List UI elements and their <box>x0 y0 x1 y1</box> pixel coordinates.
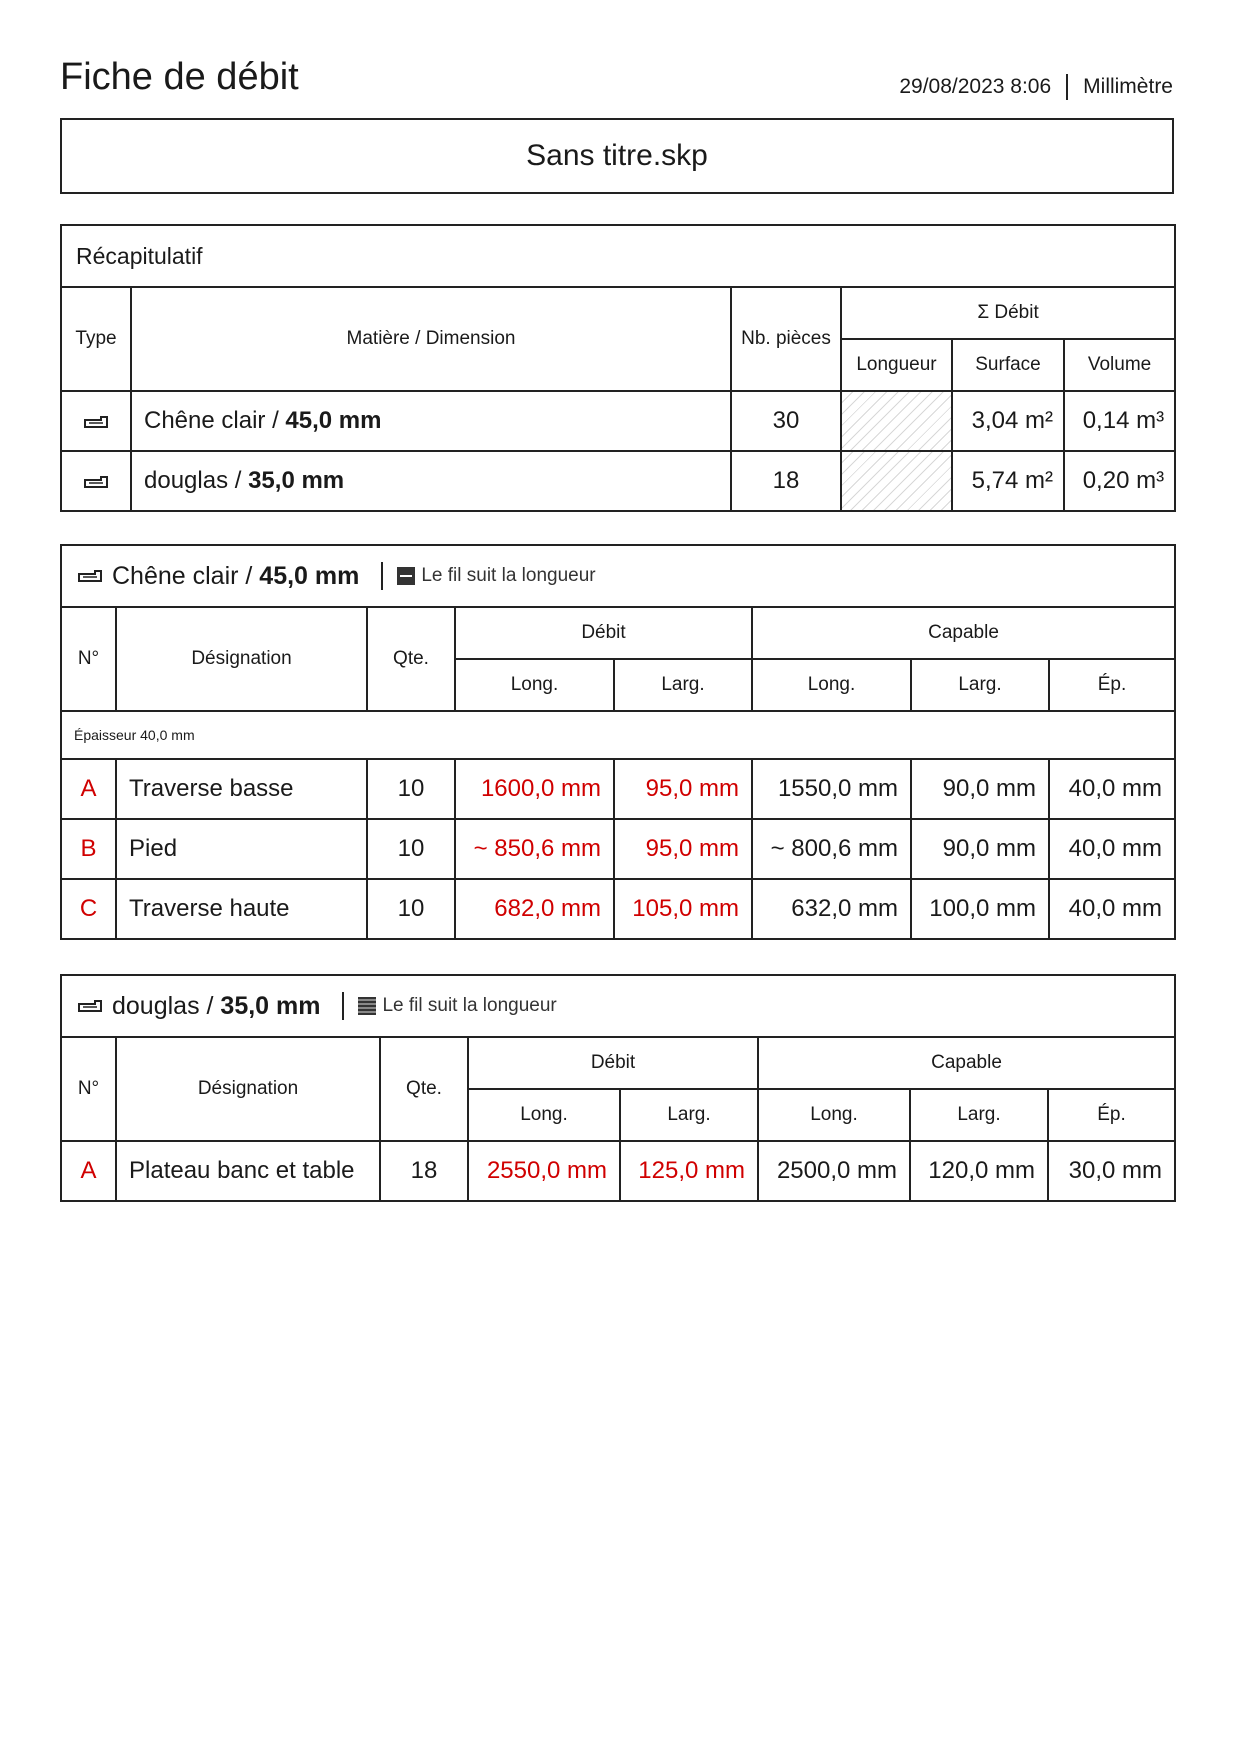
col-volume: Volume <box>1064 339 1175 391</box>
col-sum-debit: Σ Débit <box>841 287 1175 339</box>
capable-larg: 100,0 mm <box>911 879 1049 939</box>
col-capable-ep: Ép. <box>1049 659 1175 711</box>
capable-long: 632,0 mm <box>752 879 911 939</box>
table-row <box>61 1141 1175 1201</box>
col-debit-larg: Larg. <box>620 1089 758 1141</box>
part-label: A <box>61 1141 116 1201</box>
wood-board-icon <box>61 391 131 451</box>
recap-material: douglas / 35,0 mm <box>131 451 731 511</box>
debit-long: 1600,0 mm <box>455 759 614 819</box>
col-debit: Débit <box>468 1037 758 1089</box>
col-capable: Capable <box>752 607 1175 659</box>
col-surface: Surface <box>952 339 1064 391</box>
col-debit: Débit <box>455 607 752 659</box>
capable-larg: 120,0 mm <box>910 1141 1048 1201</box>
debit-larg: 95,0 mm <box>614 759 752 819</box>
debit-larg: 125,0 mm <box>620 1141 758 1201</box>
material-group-table <box>60 974 1176 1202</box>
page-title: Fiche de débit <box>60 56 299 98</box>
recap-length-empty <box>841 391 952 451</box>
caption-divider <box>342 992 344 1020</box>
capable-larg: 90,0 mm <box>911 819 1049 879</box>
page-header <box>60 56 1173 106</box>
part-name: Traverse haute <box>116 879 367 939</box>
recap-volume: 0,14 m³ <box>1064 391 1175 451</box>
file-name: Sans titre.skp <box>526 139 708 172</box>
wood-board-icon <box>76 998 104 1014</box>
col-capable: Capable <box>758 1037 1175 1089</box>
table-row <box>61 819 1175 879</box>
col-no: N° <box>61 607 116 711</box>
recap-row <box>61 451 1175 511</box>
table-row <box>61 759 1175 819</box>
unit-label: Millimètre <box>1083 75 1173 98</box>
recap-surface: 5,74 m² <box>952 451 1064 511</box>
part-qty: 10 <box>367 759 455 819</box>
col-capable-larg: Larg. <box>911 659 1049 711</box>
capable-larg: 90,0 mm <box>911 759 1049 819</box>
capable-long: ~ 800,6 mm <box>752 819 911 879</box>
col-qty: Qte. <box>380 1037 468 1141</box>
grain-label: Le fil suit la longueur <box>382 995 557 1016</box>
col-capable-larg: Larg. <box>910 1089 1048 1141</box>
col-no: N° <box>61 1037 116 1141</box>
capable-long: 1550,0 mm <box>752 759 911 819</box>
part-label: B <box>61 819 116 879</box>
group-material: Chêne clair / 45,0 mm <box>112 561 360 590</box>
col-capable-long: Long. <box>758 1089 910 1141</box>
grain-along-length-icon <box>397 567 415 585</box>
col-qty: Qte. <box>367 607 455 711</box>
part-name: Pied <box>116 819 367 879</box>
wood-board-icon <box>76 568 104 584</box>
col-capable-long: Long. <box>752 659 911 711</box>
recap-material: Chêne clair / 45,0 mm <box>131 391 731 451</box>
part-name: Plateau banc et table <box>116 1141 380 1201</box>
capable-ep: 30,0 mm <box>1048 1141 1175 1201</box>
caption-divider <box>381 562 383 590</box>
col-designation: Désignation <box>116 607 367 711</box>
grain-label: Le fil suit la longueur <box>421 565 596 586</box>
group-caption <box>61 545 1175 607</box>
part-qty: 10 <box>367 819 455 879</box>
recap-row <box>61 391 1175 451</box>
part-qty: 10 <box>367 879 455 939</box>
col-pieces: Nb. pièces <box>731 287 841 391</box>
recap-caption: Récapitulatif <box>61 225 1175 287</box>
capable-ep: 40,0 mm <box>1049 759 1175 819</box>
col-debit-long: Long. <box>455 659 614 711</box>
capable-ep: 40,0 mm <box>1049 879 1175 939</box>
debit-long: ~ 850,6 mm <box>455 819 614 879</box>
debit-larg: 105,0 mm <box>614 879 752 939</box>
meta-divider <box>1066 74 1068 100</box>
group-material: douglas / 35,0 mm <box>112 991 321 1020</box>
part-label: C <box>61 879 116 939</box>
col-material: Matière / Dimension <box>131 287 731 391</box>
col-capable-ep: Ép. <box>1048 1089 1175 1141</box>
wood-board-icon <box>61 451 131 511</box>
thickness-label: Épaisseur 40,0 mm <box>61 711 1175 759</box>
col-length: Longueur <box>841 339 952 391</box>
recap-pieces: 30 <box>731 391 841 451</box>
report-datetime: 29/08/2023 8:06 <box>899 75 1052 98</box>
grain-lines-icon <box>358 997 376 1015</box>
col-debit-larg: Larg. <box>614 659 752 711</box>
recap-table <box>60 224 1176 512</box>
part-name: Traverse basse <box>116 759 367 819</box>
header-meta <box>899 74 1173 100</box>
recap-pieces: 18 <box>731 451 841 511</box>
table-row <box>61 879 1175 939</box>
capable-long: 2500,0 mm <box>758 1141 910 1201</box>
debit-long: 682,0 mm <box>455 879 614 939</box>
capable-ep: 40,0 mm <box>1049 819 1175 879</box>
debit-larg: 95,0 mm <box>614 819 752 879</box>
file-name-box <box>60 118 1174 194</box>
debit-long: 2550,0 mm <box>468 1141 620 1201</box>
part-qty: 18 <box>380 1141 468 1201</box>
material-group-table <box>60 544 1176 940</box>
recap-surface: 3,04 m² <box>952 391 1064 451</box>
col-type: Type <box>61 287 131 391</box>
col-designation: Désignation <box>116 1037 380 1141</box>
group-caption <box>61 975 1175 1037</box>
col-debit-long: Long. <box>468 1089 620 1141</box>
part-label: A <box>61 759 116 819</box>
recap-length-empty <box>841 451 952 511</box>
recap-volume: 0,20 m³ <box>1064 451 1175 511</box>
